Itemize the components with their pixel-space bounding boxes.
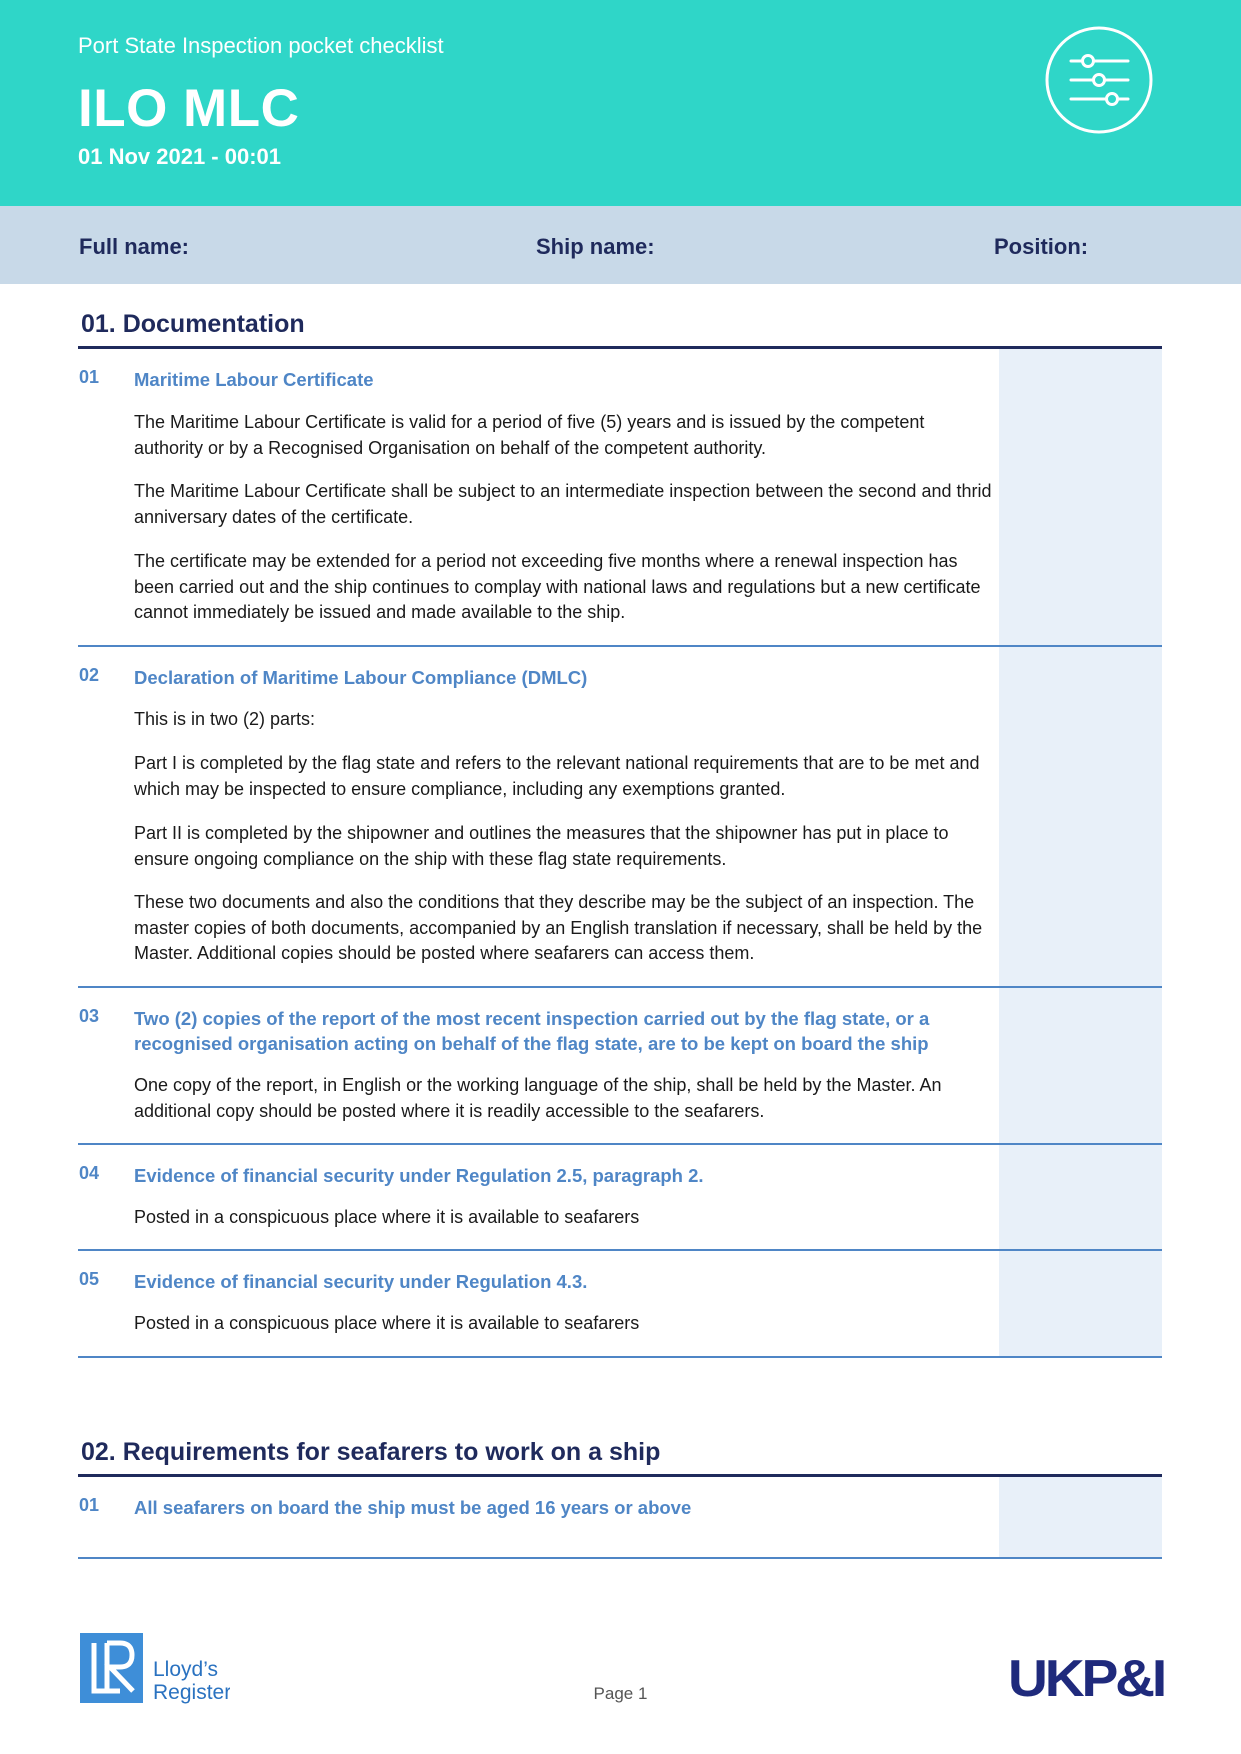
checklist-item: [78, 349, 1162, 647]
full-name-field[interactable]: Full name:: [79, 234, 190, 259]
item-paragraph: Posted in a conspicuous place where it is available to seafarers: [134, 1207, 640, 1227]
item-paragraph: Posted in a conspicuous place where it is available to seafarers: [134, 1313, 640, 1333]
check-cell[interactable]: [999, 647, 1162, 986]
item-title: Declaration of Maritime Labour Compliance (DMLC): [134, 667, 588, 688]
check-cell[interactable]: [999, 1145, 1162, 1249]
item-number: 02: [79, 665, 100, 685]
item-paragraph: Part I is completed by the flag state and refers to the relevant national requirements that are to be met and which may be inspected to ensure compliance, including any exemptions granted.: [134, 753, 980, 799]
item-paragraph: The Maritime Labour Certificate shall be subject to an intermediate inspection between the second and thrid anniversary dates of the certificate.: [134, 481, 992, 527]
item-paragraph: The Maritime Labour Certificate is valid for a period of five (5) years and is issued by the competent authority or by a Recognised Organisation on behalf of the competent authority.: [134, 412, 925, 458]
logo-text-line2: Register: [153, 1681, 230, 1704]
page-number: Page 1: [593, 1684, 648, 1703]
section-title-requirements: 02. Requirements for seafarers to work on a ship: [81, 1438, 661, 1466]
page-title: ILO MLC: [78, 79, 300, 138]
checklist-date: 01 Nov 2021 - 00:01: [78, 144, 282, 169]
position-field[interactable]: Position:: [994, 234, 1089, 259]
item-number: 05: [79, 1269, 100, 1289]
check-cell[interactable]: [999, 1251, 1162, 1356]
sliders-icon[interactable]: [1044, 25, 1154, 135]
item-number: 04: [79, 1163, 100, 1183]
section-title-documentation: 01. Documentation: [81, 310, 305, 338]
checklist-item: [78, 1477, 1162, 1559]
check-cell[interactable]: [999, 349, 1162, 645]
item-paragraph: These two documents and also the conditions that they describe may be the subject of an inspection. The master copies of both documents, accompanied by an English translation if necessary, shall be held by the Master. Additional copies should be posted where seafarers can access them.: [134, 892, 983, 963]
item-title: Evidence of financial security under Regulation 2.5, paragraph 2.: [134, 1165, 704, 1186]
checklist-item: [78, 1145, 1162, 1251]
checklist-item: [78, 1251, 1162, 1358]
checklist-item: [78, 647, 1162, 988]
page-header: [0, 0, 1241, 206]
ukpi-logo: [1008, 1652, 1166, 1705]
logo-text-line1: Lloyd’s: [153, 1658, 218, 1681]
item-title: Two (2) copies of the report of the most recent inspection carried out by the flag state, or a recognised organisation acting on behalf of the flag state, are to be kept on board the ship: [134, 1008, 930, 1054]
ukpi-logo-text: UKP&I: [1008, 1652, 1164, 1700]
item-title: Evidence of financial security under Regulation 4.3.: [134, 1271, 588, 1292]
item-paragraph: One copy of the report, in English or the working language of the ship, shall be held by the Master. An additional copy should be posted where it is readily accessible to the seafarers.: [134, 1075, 942, 1121]
item-paragraph: The certificate may be extended for a period not exceeding five months where a renewal inspection has been carried out and the ship continues to complay with national laws and regulations but a new certificate cannot immediately be issued and made available to the ship.: [134, 551, 981, 622]
item-number: 03: [79, 1006, 100, 1026]
item-paragraph: Part II is completed by the shipowner and outlines the measures that the shipowner has put in place to ensure ongoing compliance on the ship with these flag state requirements.: [134, 823, 949, 869]
item-paragraph: This is in two (2) parts:: [134, 709, 316, 729]
checklist-subtitle: Port State Inspection pocket checklist: [78, 33, 444, 58]
item-title: All seafarers on board the ship must be aged 16 years or above: [134, 1497, 692, 1518]
check-cell[interactable]: [999, 1477, 1162, 1557]
info-bar: [0, 206, 1241, 284]
item-number: 01: [79, 367, 100, 387]
checklist-item: [78, 988, 1162, 1145]
item-number: 01: [79, 1495, 100, 1515]
check-cell[interactable]: [999, 988, 1162, 1143]
ship-name-field[interactable]: Ship name:: [536, 234, 655, 259]
item-title: Maritime Labour Certificate: [134, 369, 374, 390]
